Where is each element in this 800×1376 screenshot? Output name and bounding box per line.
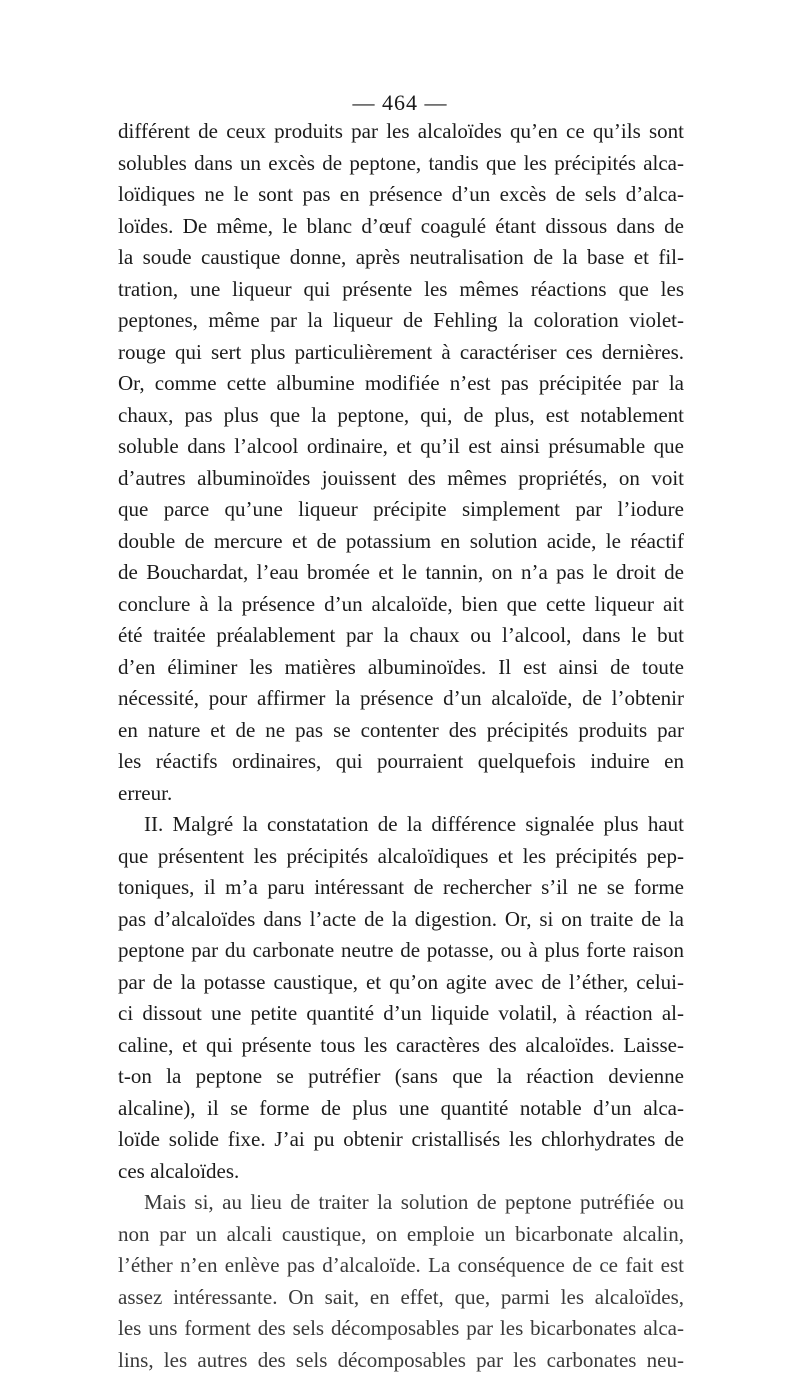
text-line: d’en éliminer les matières albuminoïdes. Il est ainsi de toute <box>118 652 684 684</box>
text-line: caline, et qui présente tous les caractères des alcaloïdes. Laisse- <box>118 1030 684 1062</box>
body-text <box>118 116 684 1376</box>
text-line: toniques, il m’a paru intéressant de rechercher s’il ne se forme <box>118 872 684 904</box>
text-line: rouge qui sert plus particulièrement à caractériser ces dernières. <box>118 337 684 369</box>
text-line: assez intéressante. On sait, en effet, que, parmi les alcaloïdes, <box>118 1282 684 1314</box>
text-line: ces alcaloïdes. <box>118 1156 684 1188</box>
text-line: alcaline), il se forme de plus une quantité notable d’un alca- <box>118 1093 684 1125</box>
text-line: nécessité, pour affirmer la présence d’un alcaloïde, de l’obtenir <box>118 683 684 715</box>
text-line: solubles dans un excès de peptone, tandis que les précipités alca- <box>118 148 684 180</box>
text-line: d’autres albuminoïdes jouissent des mêmes propriétés, on voit <box>118 463 684 495</box>
text-line: peptones, même par la liqueur de Fehling la coloration violet- <box>118 305 684 337</box>
text-line: différent de ceux produits par les alcaloïdes qu’en ce qu’ils sont <box>118 116 684 148</box>
text-line: soluble dans l’alcool ordinaire, et qu’il est ainsi présumable que <box>118 431 684 463</box>
text-line: loïdes. De même, le blanc d’œuf coagulé étant dissous dans de <box>118 211 684 243</box>
text-line: l’éther n’en enlève pas d’alcaloïde. La conséquence de ce fait est <box>118 1250 684 1282</box>
text-line: que parce qu’une liqueur précipite simplement par l’iodure <box>118 494 684 526</box>
text-line: chaux, pas plus que la peptone, qui, de plus, est notablement <box>118 400 684 432</box>
text-line: tration, une liqueur qui présente les mêmes réactions que les <box>118 274 684 306</box>
text-line: que présentent les précipités alcaloïdiques et les précipités pep- <box>118 841 684 873</box>
text-line: conclure à la présence d’un alcaloïde, bien que cette liqueur ait <box>118 589 684 621</box>
text-line: la soude caustique donne, après neutralisation de la base et fil- <box>118 242 684 274</box>
text-line: les réactifs ordinaires, qui pourraient quelquefois induire en <box>118 746 684 778</box>
text-line: t-on la peptone se putréfier (sans que la réaction devienne <box>118 1061 684 1093</box>
text-line: lins, les autres des sels décomposables par les carbonates neu- <box>118 1345 684 1376</box>
text-line: été traitée préalablement par la chaux ou l’alcool, dans le but <box>118 620 684 652</box>
page-number: — 464 — <box>0 90 800 116</box>
text-line: les uns forment des sels décomposables par les bicarbonates alca- <box>118 1313 684 1345</box>
text-line: en nature et de ne pas se contenter des précipités produits par <box>118 715 684 747</box>
text-line: double de mercure et de potassium en solution acide, le réactif <box>118 526 684 558</box>
text-line: par de la potasse caustique, et qu’on agite avec de l’éther, celui- <box>118 967 684 999</box>
text-line: Or, comme cette albumine modifiée n’est pas précipitée par la <box>118 368 684 400</box>
text-line: ci dissout une petite quantité d’un liquide volatil, à réaction al- <box>118 998 684 1030</box>
text-line: non par un alcali caustique, on emploie un bicarbonate alcalin, <box>118 1219 684 1251</box>
text-line: de Bouchardat, l’eau bromée et le tannin, on n’a pas le droit de <box>118 557 684 589</box>
text-line: loïde solide fixe. J’ai pu obtenir cristallisés les chlorhydrates de <box>118 1124 684 1156</box>
text-line: pas d’alcaloïdes dans l’acte de la digestion. Or, si on traite de la <box>118 904 684 936</box>
text-line: Mais si, au lieu de traiter la solution de peptone putréfiée ou <box>118 1187 684 1219</box>
text-line: erreur. <box>118 778 684 810</box>
text-line: peptone par du carbonate neutre de potasse, ou à plus forte raison <box>118 935 684 967</box>
text-line: II. Malgré la constatation de la différence signalée plus haut <box>118 809 684 841</box>
text-line: loïdiques ne le sont pas en présence d’un excès de sels d’alca- <box>118 179 684 211</box>
